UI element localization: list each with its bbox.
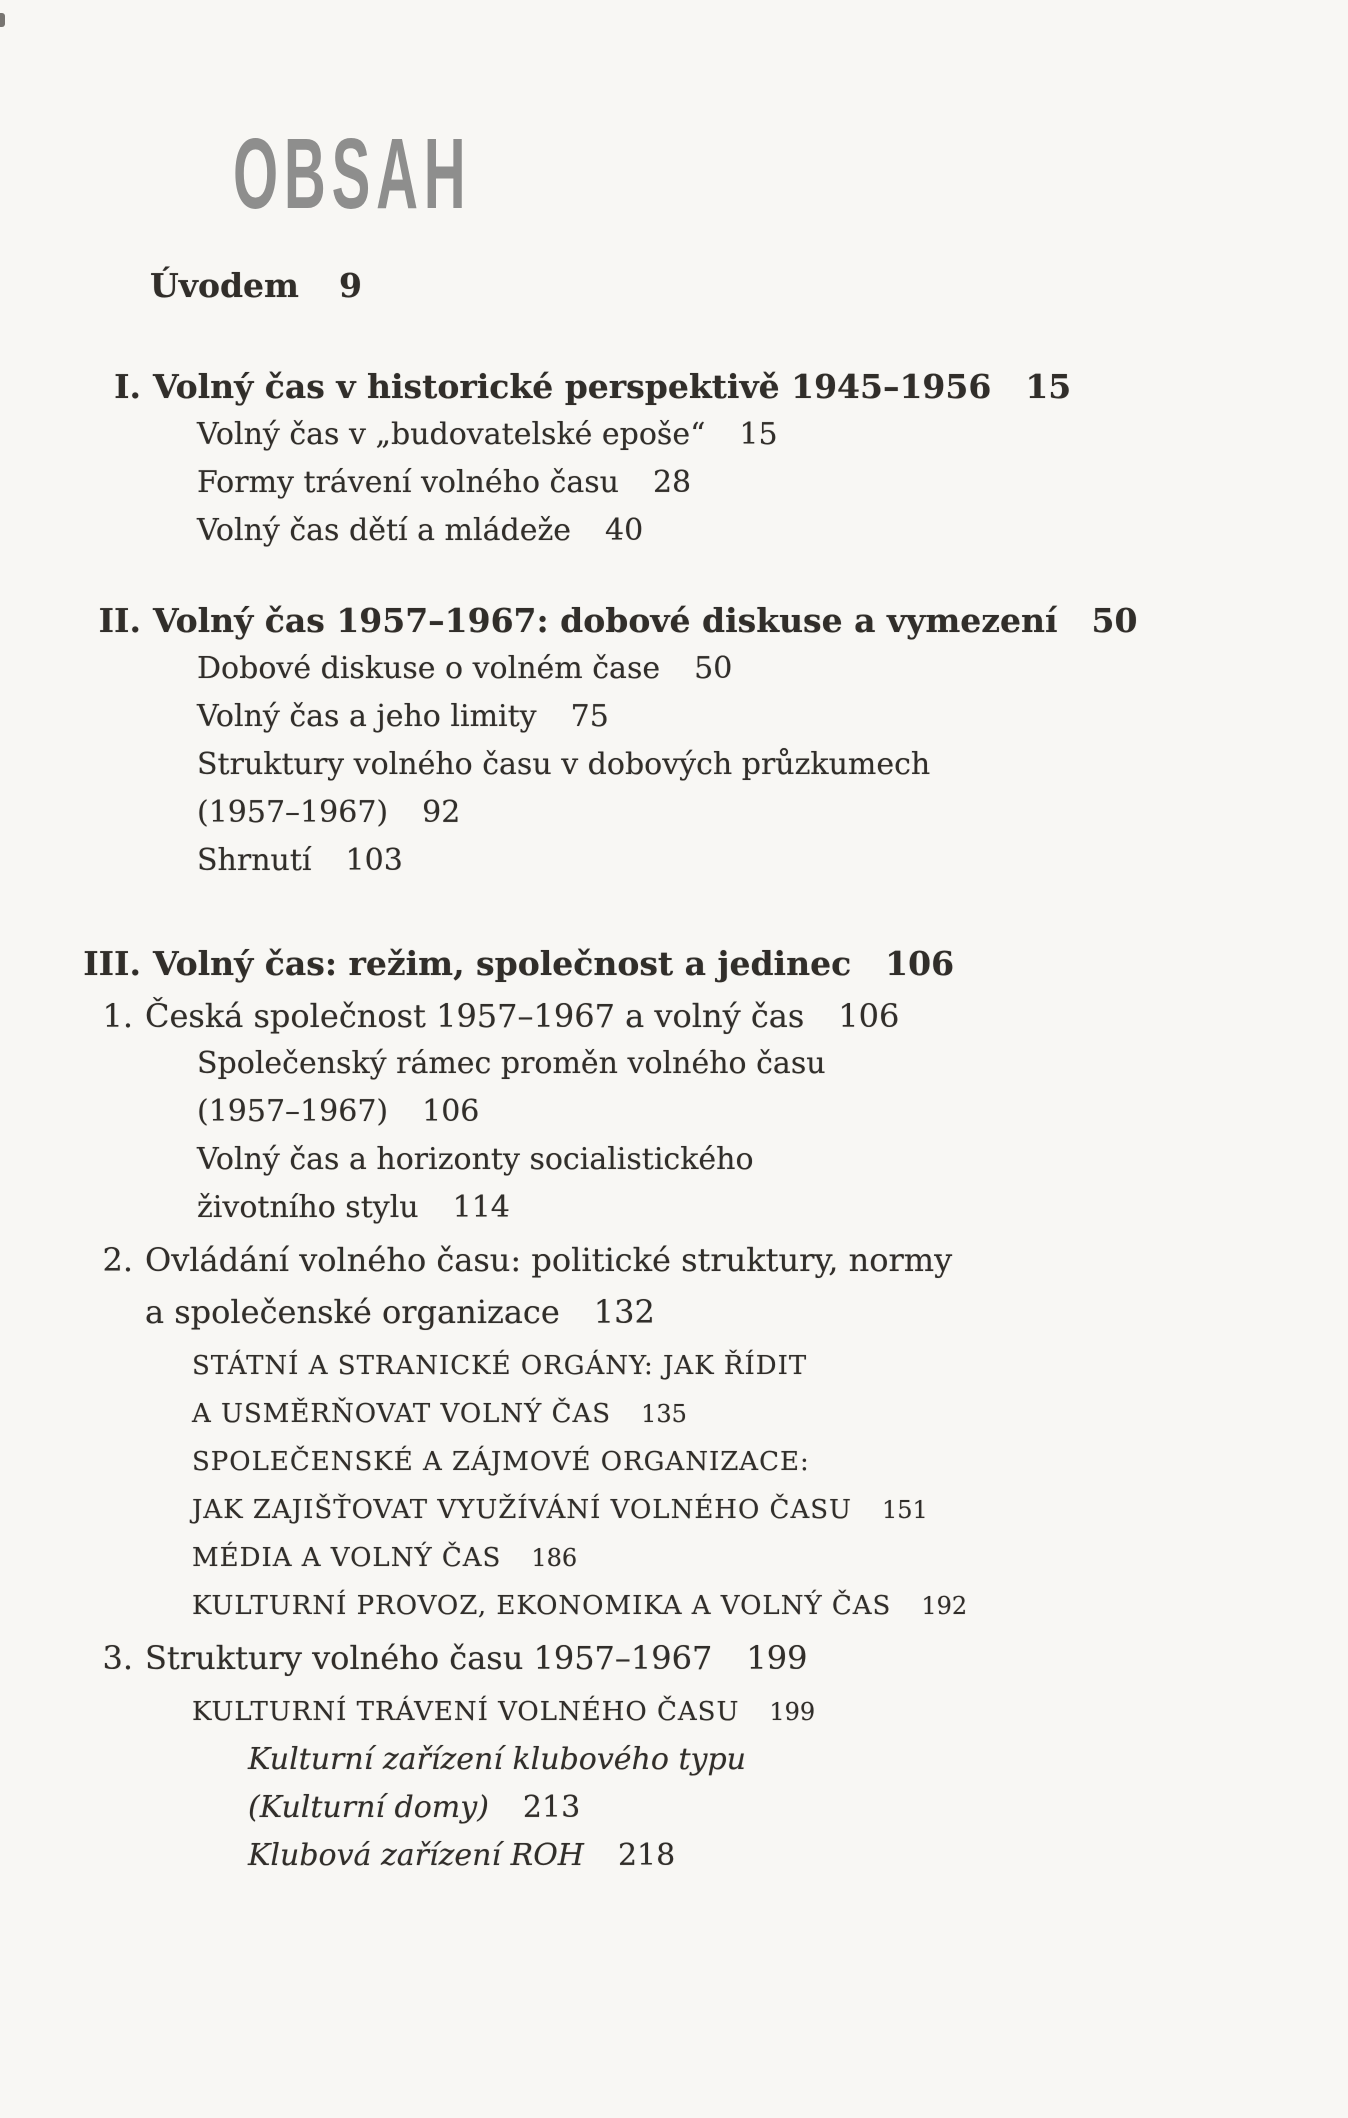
entry-text: Klubová zařízení ROH bbox=[248, 1838, 584, 1873]
page-title: OBSAH bbox=[233, 118, 472, 230]
subsection-heading bbox=[0, 1236, 1348, 1284]
subsection-heading bbox=[0, 992, 1348, 1040]
entry-text: Společenský rámec proměn volného času bbox=[197, 1046, 826, 1081]
page-number: 151 bbox=[881, 1496, 928, 1524]
section-numeral: III. bbox=[83, 944, 141, 983]
entry-text: Volný čas a jeho limity bbox=[197, 699, 537, 734]
entry-text: (1957–1967) bbox=[197, 795, 389, 830]
page-number: 135 bbox=[641, 1400, 687, 1428]
section-numeral: I. bbox=[114, 367, 141, 406]
entry-text: MÉDIA A VOLNÝ ČAS bbox=[192, 1543, 502, 1573]
entry-text: (1957–1967) bbox=[197, 1094, 389, 1129]
toc-entry-continuation bbox=[0, 789, 1348, 837]
caps-entry bbox=[0, 1534, 1348, 1582]
entry-text: Formy trávení volného času bbox=[197, 465, 619, 500]
subsection-title: Česká společnost 1957–1967 a volný čas bbox=[145, 997, 805, 1035]
entry-text: Volný čas v „budovatelské epoše“ bbox=[197, 417, 706, 452]
toc-entry-continuation bbox=[0, 1088, 1348, 1136]
entry-text: (Kulturní domy) bbox=[248, 1790, 489, 1825]
section-numeral: II. bbox=[98, 601, 141, 640]
toc-entry bbox=[0, 411, 1348, 459]
page-number: 213 bbox=[522, 1790, 581, 1825]
caps-entry bbox=[0, 1438, 1348, 1486]
page-number: 9 bbox=[338, 266, 362, 305]
page-number: 186 bbox=[531, 1544, 578, 1572]
caps-entry-continuation bbox=[0, 1486, 1348, 1534]
subsection-title: Ovládání volného času: politické struktury, normy bbox=[145, 1241, 953, 1279]
caps-entry bbox=[0, 1582, 1348, 1630]
entry-text: Dobové diskuse o volném čase bbox=[197, 651, 661, 686]
subsection-number: 1. bbox=[102, 997, 133, 1035]
toc-entry bbox=[0, 837, 1348, 885]
page-number: 199 bbox=[769, 1698, 816, 1726]
entry-text: KULTURNÍ TRÁVENÍ VOLNÉHO ČASU bbox=[192, 1697, 740, 1727]
page-number: 132 bbox=[593, 1293, 655, 1331]
section-heading bbox=[0, 363, 1348, 411]
toc-entry bbox=[0, 645, 1348, 693]
page-number: 92 bbox=[422, 795, 461, 830]
toc-entry bbox=[0, 507, 1348, 555]
toc-entry bbox=[0, 693, 1348, 741]
page-number: 75 bbox=[570, 699, 609, 734]
entry-text: KULTURNÍ PROVOZ, EKONOMIKA A VOLNÝ ČAS bbox=[192, 1591, 892, 1621]
page-number: 40 bbox=[605, 513, 644, 548]
subsection-title-continuation: a společenské organizace bbox=[145, 1293, 560, 1331]
page-number: 50 bbox=[1091, 601, 1138, 640]
entry-text: Volný čas dětí a mládeže bbox=[197, 513, 572, 548]
entry-text: životního stylu bbox=[197, 1190, 419, 1225]
subsection-title: Struktury volného času 1957–1967 bbox=[145, 1639, 713, 1677]
toc-entry-intro bbox=[0, 262, 1348, 310]
page-number: 106 bbox=[422, 1094, 480, 1129]
toc-entry bbox=[0, 741, 1348, 789]
page-number: 28 bbox=[652, 465, 692, 500]
page-number: 106 bbox=[885, 944, 955, 983]
caps-entry bbox=[0, 1688, 1348, 1736]
section-title: Volný čas: režim, společnost a jedinec bbox=[153, 944, 852, 983]
subsection-number: 3. bbox=[102, 1639, 133, 1677]
page-number: 15 bbox=[1025, 367, 1072, 406]
page-number: 103 bbox=[345, 843, 403, 878]
page-number: 199 bbox=[746, 1639, 808, 1677]
toc-entry-continuation bbox=[0, 1184, 1348, 1232]
toc-entry bbox=[0, 1136, 1348, 1184]
section-title: Volný čas v historické perspektivě 1945–1956 bbox=[153, 367, 992, 406]
entry-label: Úvodem bbox=[150, 266, 299, 305]
page-number: 192 bbox=[921, 1592, 968, 1620]
page-number: 106 bbox=[838, 997, 900, 1035]
subsection-heading-continuation bbox=[0, 1288, 1348, 1336]
section-heading bbox=[0, 597, 1348, 645]
entry-text: STÁTNÍ A STRANICKÉ ORGÁNY: JAK ŘÍDIT bbox=[192, 1351, 808, 1381]
page-number: 50 bbox=[694, 651, 733, 686]
section-title: Volný čas 1957–1967: dobové diskuse a vymezení bbox=[153, 601, 1058, 640]
subsection-number: 2. bbox=[102, 1241, 133, 1279]
entry-text: SPOLEČENSKÉ A ZÁJMOVÉ ORGANIZACE: bbox=[192, 1447, 810, 1477]
subsection-heading bbox=[0, 1634, 1348, 1682]
caps-entry bbox=[0, 1342, 1348, 1390]
italic-entry bbox=[0, 1832, 1348, 1880]
entry-text: Kulturní zařízení klubového typu bbox=[248, 1742, 746, 1777]
italic-entry bbox=[0, 1736, 1348, 1784]
entry-text: Shrnutí bbox=[197, 843, 312, 878]
caps-entry-continuation bbox=[0, 1390, 1348, 1438]
page-number: 218 bbox=[617, 1838, 676, 1873]
section-heading bbox=[0, 940, 1348, 988]
italic-entry-continuation bbox=[0, 1784, 1348, 1832]
page-number: 15 bbox=[739, 417, 778, 452]
entry-text: JAK ZAJIŠŤOVAT VYUŽÍVÁNÍ VOLNÉHO ČASU bbox=[192, 1495, 852, 1525]
page-number: 114 bbox=[452, 1190, 510, 1225]
entry-text: Volný čas a horizonty socialistického bbox=[197, 1142, 754, 1177]
entry-text: Struktury volného času v dobových průzkumech bbox=[197, 747, 931, 782]
entry-text: A USMĚRŇOVAT VOLNÝ ČAS bbox=[192, 1399, 612, 1429]
toc-entry bbox=[0, 459, 1348, 507]
toc-entry bbox=[0, 1040, 1348, 1088]
